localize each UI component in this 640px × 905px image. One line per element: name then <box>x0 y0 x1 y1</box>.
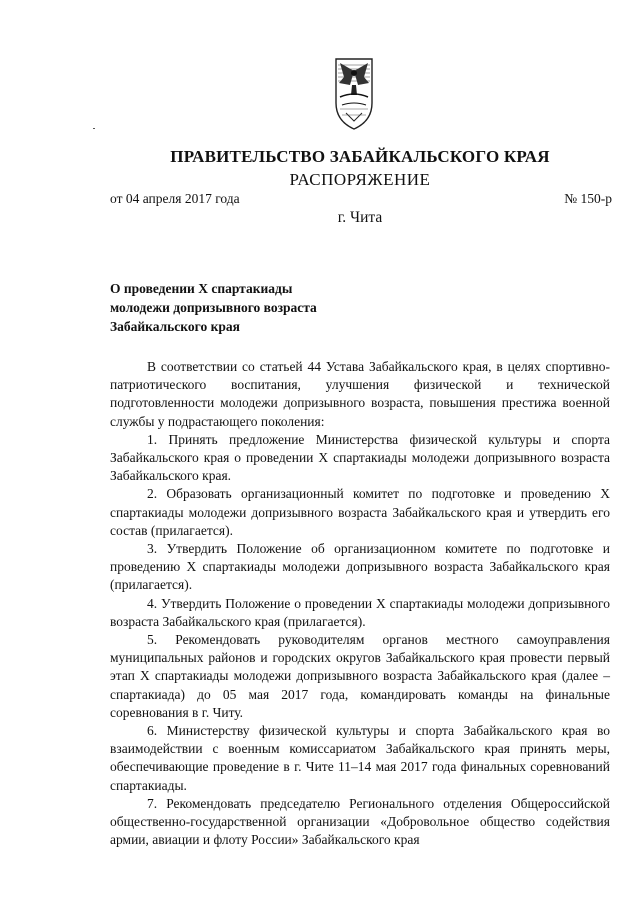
document-city: г. Чита <box>337 209 383 226</box>
clause-paragraph: 4. Утвердить Положение о проведении X спартакиады молодежи допризывного возраста Забайкальского края (прилагается). <box>110 595 610 629</box>
clause-paragraph: 2. Образовать организационный комитет по подготовке и проведению X спартакиады молодежи допризывного возраста Забайкальского края и утвердить его состав (прилагается). <box>110 486 610 538</box>
preamble-paragraph: В соответствии со статьей 44 Устава Забайкальского края, в целях спортивно-патриотического воспитания, улучшения физической и технической подготовленности молодежи допризывного возраста, повышения престижа военной службы у подрастающего поколения: <box>110 359 610 429</box>
clause-paragraph: 5. Рекомендовать руководителям органов местного самоуправления муниципальных районов и городских округов Забайкальского края провести первый этап X спартакиады молодежи допризывного возраста Забайкальского края (далее – спартакиада) до 05 мая 2017 года, командировать команды на финальные соревнования в г. Читу. <box>110 632 610 720</box>
document-type: РАСПОРЯЖЕНИЕ <box>289 170 431 189</box>
subject-line: молодежи допризывного возраста <box>110 300 317 315</box>
document-subject <box>110 279 317 336</box>
scan-speck <box>93 128 95 129</box>
coat-of-arms-icon <box>330 55 378 133</box>
government-title: ПРАВИТЕЛЬСТВО ЗАБАЙКАЛЬСКОГО КРАЯ <box>170 147 550 166</box>
subject-line: О проведении X спартакиады <box>110 281 293 296</box>
clause-paragraph: 1. Принять предложение Министерства физической культуры и спорта Забайкальского края о проведении X спартакиады молодежи допризывного возраста Забайкальского края. <box>110 431 610 484</box>
subject-line: Забайкальского края <box>110 319 240 334</box>
document-date: от 04 апреля 2017 года <box>110 191 240 206</box>
document-body <box>110 358 610 849</box>
clause-paragraph: 7. Рекомендовать председателю Регионального отделения Общероссийской общественно-государственной организации «Добровольное общество содействия армии, авиации и флоту России» Забайкальского края <box>110 795 610 848</box>
clause-paragraph: 3. Утвердить Положение об организационном комитете по подготовке и проведению X спартакиады молодежи допризывного возраста Забайкальского края (прилагается). <box>110 541 610 593</box>
document-number: № 150-р <box>564 191 612 206</box>
clause-paragraph: 6. Министерству физической культуры и спорта Забайкальского края во взаимодействии с военным комиссариатом Забайкальского края принять меры, обеспечивающие проведение в г. Чите 11–14 мая 2017 года финальных соревнований спартакиады. <box>110 723 610 793</box>
